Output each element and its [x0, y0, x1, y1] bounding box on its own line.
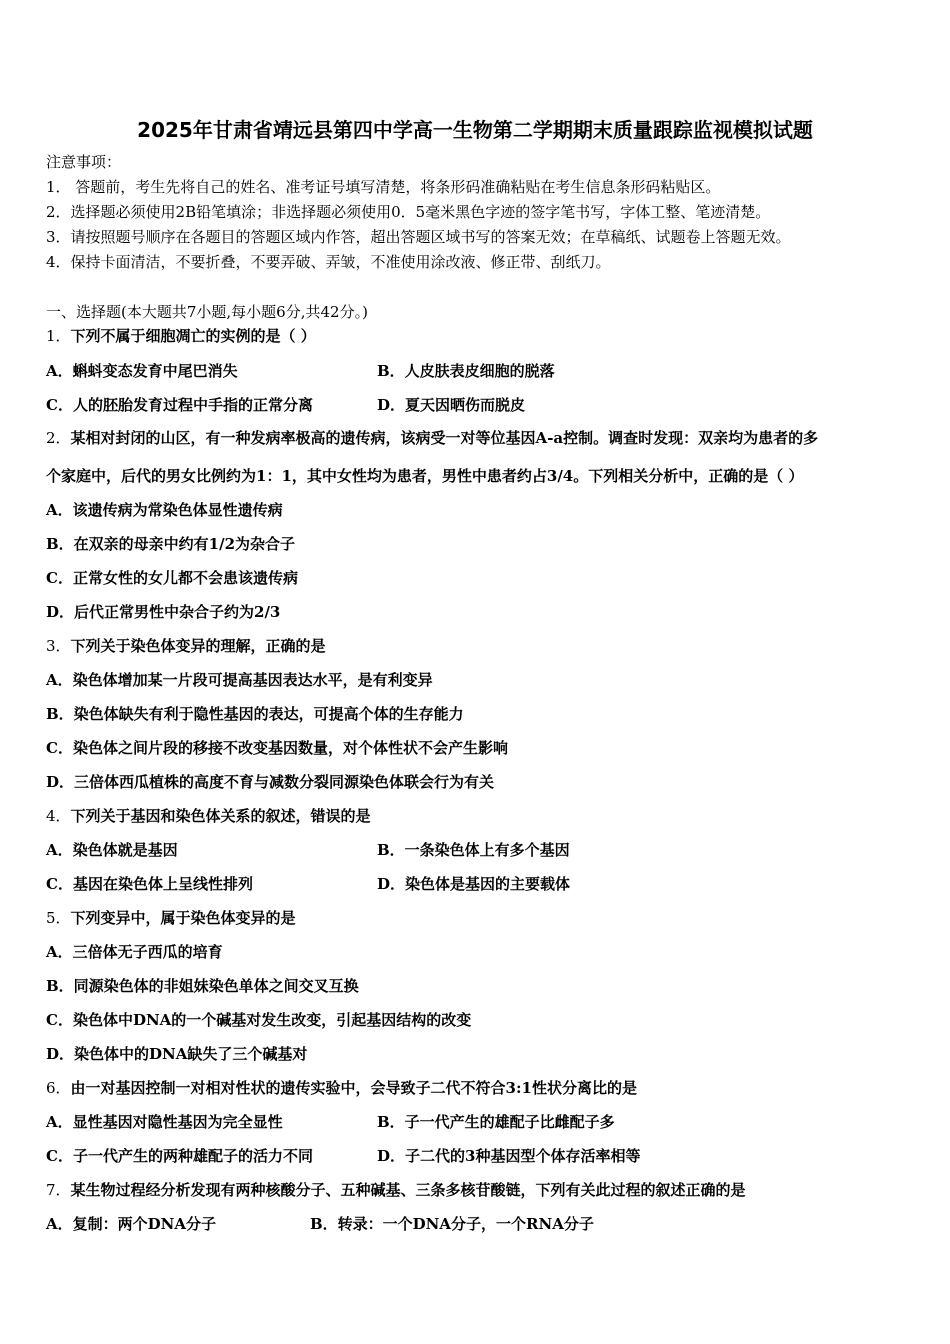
option-3d: D．三倍体西瓜植株的高度不育与减数分裂同源染色体联会行为有关	[46, 773, 495, 791]
option-5d: D．染色体中的DNA缺失了三个碱基对	[46, 1045, 308, 1063]
option-4c: C．基因在染色体上呈线性排列	[46, 875, 253, 893]
option-7b: B．转录：一个DNA分子，一个RNA分子	[310, 1215, 594, 1233]
option-6a: A．显性基因对隐性基因为完全显性	[46, 1113, 283, 1131]
option-3b: B．染色体缺失有利于隐性基因的表达，可提高个体的生存能力	[46, 705, 464, 723]
option-2d: D．后代正常男性中杂合子约为2/3	[46, 603, 281, 621]
option-5b: B．同源染色体的非姐妹染色单体之间交叉互换	[46, 977, 359, 995]
notice-item: 3．请按照题号顺序在各题目的答题区域内作答，超出答题区域书写的答案无效；在草稿纸、试题卷上答题无效。	[46, 228, 791, 246]
notice-item: 4．保持卡面清洁，不要折叠，不要弄破、弄皱，不准使用涂改液、修正带、刮纸刀。	[46, 253, 611, 271]
option-4d: D．染色体是基因的主要载体	[377, 875, 571, 893]
option-5c: C．染色体中DNA的一个碱基对发生改变，引起基因结构的改变	[46, 1011, 472, 1029]
option-6d: D．子二代的3种基因型个体存活率相等	[377, 1147, 641, 1165]
question-1: 1．下列不属于细胞凋亡的实例的是（ ）	[46, 327, 316, 345]
option-2a: A．该遗传病为常染色体显性遗传病	[46, 501, 283, 519]
question-4: 4．下列关于基因和染色体关系的叙述，错误的是	[46, 807, 371, 825]
notice-heading: 注意事项：	[46, 153, 122, 171]
question-2-cont: 个家庭中，后代的男女比例约为1：1，其中女性均为患者，男性中患者约占3/4。下列相关分析中，正确的是（ ）	[46, 467, 804, 485]
option-1a: A．蝌蚪变态发育中尾巴消失	[46, 362, 238, 380]
notice-item: 2．选择题必须使用2B铅笔填涂；非选择题必须使用0．5毫米黑色字迹的签字笔书写，字体工整、笔迹清楚。	[46, 203, 771, 221]
option-1d: D．夏天因晒伤而脱皮	[377, 396, 526, 414]
question-3: 3．下列关于染色体变异的理解，正确的是	[46, 637, 326, 655]
notice-item: 1． 答题前，考生先将自己的姓名、准考证号填写清楚，将条形码准确粘贴在考生信息条形码粘贴区。	[46, 178, 721, 196]
option-5a: A．三倍体无子西瓜的培育	[46, 943, 223, 961]
page-title: 2025年甘肃省靖远县第四中学高一生物第二学期期末质量跟踪监视模拟试题	[137, 118, 813, 142]
option-6c: C．子一代产生的两种雄配子的活力不同	[46, 1147, 313, 1165]
option-7a: A．复制：两个DNA分子	[46, 1215, 216, 1233]
option-1c: C．人的胚胎发育过程中手指的正常分离	[46, 396, 313, 414]
question-2: 2．某相对封闭的山区，有一种发病率极高的遗传病，该病受一对等位基因A-a控制。调查时发现：双亲均为患者的多	[46, 429, 819, 447]
option-3c: C．染色体之间片段的移接不改变基因数量，对个体性状不会产生影响	[46, 739, 508, 757]
option-4a: A．染色体就是基因	[46, 841, 178, 859]
section-heading: 一、选择题(本大题共7小题,每小题6分,共42分。)	[46, 303, 368, 321]
option-2b: B．在双亲的母亲中约有1/2为杂合子	[46, 535, 296, 553]
option-6b: B．子一代产生的雄配子比雌配子多	[377, 1113, 615, 1131]
option-2c: C．正常女性的女儿都不会患该遗传病	[46, 569, 298, 587]
option-1b: B．人皮肤表皮细胞的脱落	[377, 362, 555, 380]
option-3a: A．染色体增加某一片段可提高基因表达水平，是有利变异	[46, 671, 433, 689]
question-6: 6．由一对基因控制一对相对性状的遗传实验中，会导致子二代不符合3:1性状分离比的是	[46, 1079, 637, 1097]
question-7: 7．某生物过程经分析发现有两种核酸分子、五种碱基、三条多核苷酸链，下列有关此过程的叙述正确的是	[46, 1181, 746, 1199]
question-5: 5．下列变异中，属于染色体变异的是	[46, 909, 296, 927]
option-4b: B．一条染色体上有多个基因	[377, 841, 570, 859]
